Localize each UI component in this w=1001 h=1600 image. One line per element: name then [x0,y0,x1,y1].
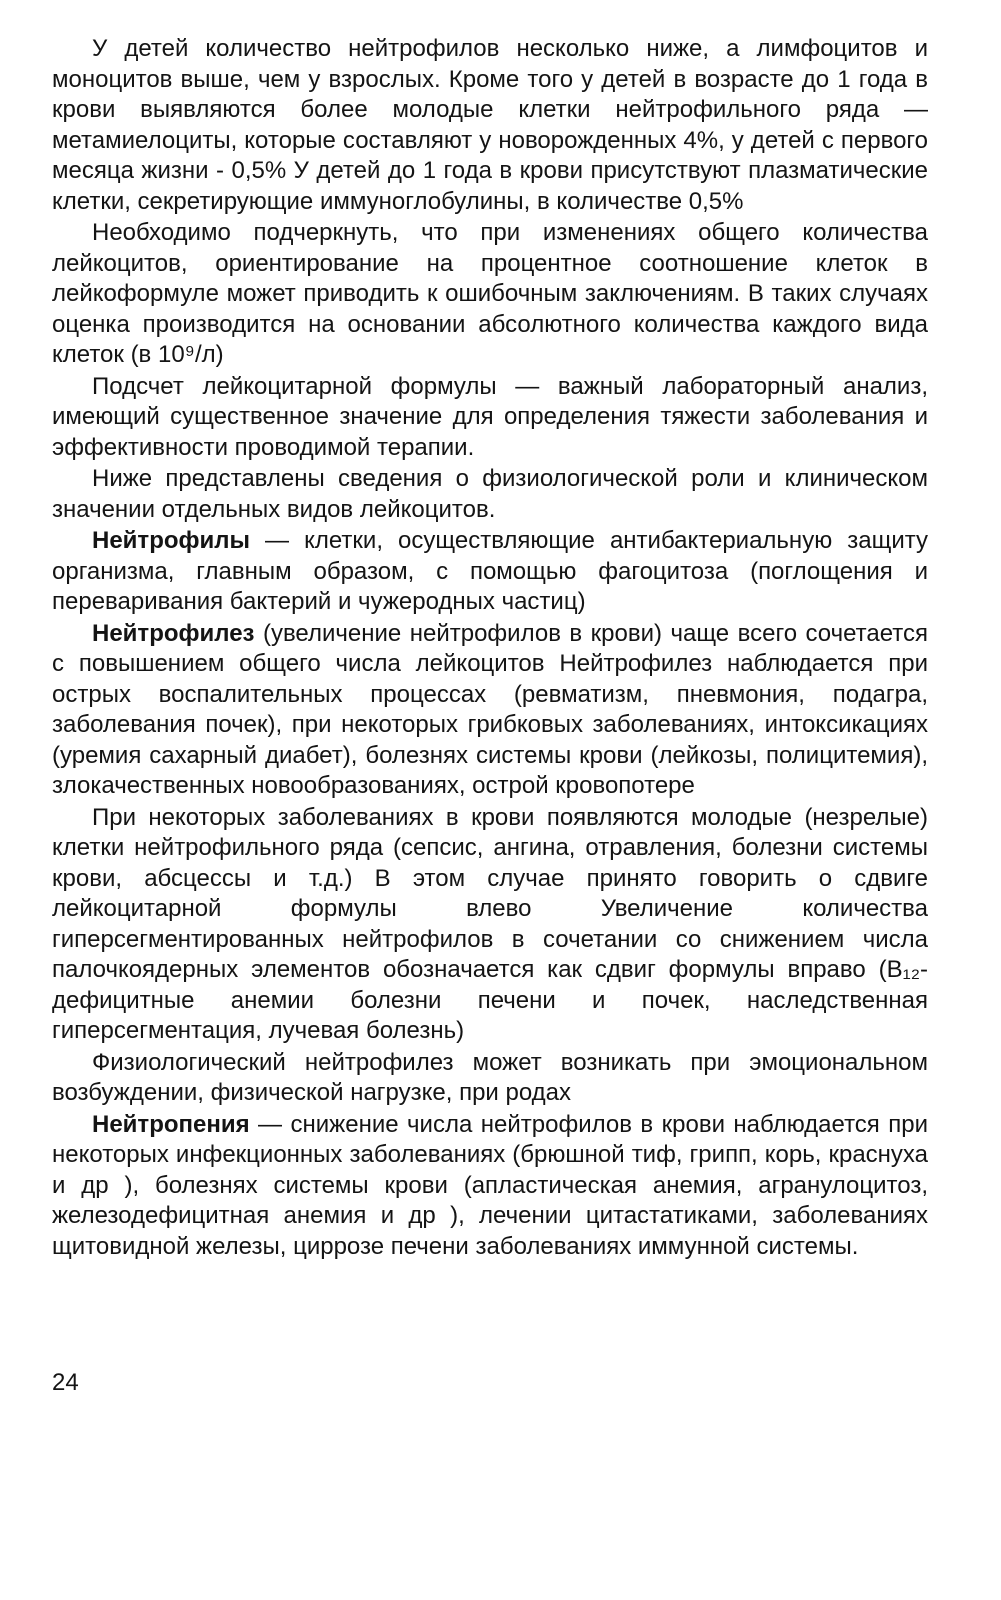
paragraph-intro-leukocyte-types [52,464,928,525]
paragraph-text: — клетки, осуществляющие антибактериальную защиту организма, главным образом, с помощью фагоцитоза (поглощения и переваривания бактерий и чужеродных частиц) [52,527,928,615]
term-neutropenia: Нейтропения [92,1110,250,1138]
term-neutrophils: Нейтрофилы [92,527,251,554]
paragraph-text: — снижение числа нейтрофилов в крови наблюдается при некоторых инфекционных заболеваниях (брюшной тиф, грипп, корь, краснуха и др ), болезнях системы крови (апластическая анемия, агранулоцитоз, железодефицитная анемия и др ), лечении цитастатиками, заболеваниях щитовидной железы, циррозе печени заболеваниях иммунной системы. [52,1110,928,1260]
paragraph-text: Ниже представлены сведения о физиологической роли и клиническом значении отдельных видов лейкоцитов. [52,465,928,523]
term-neutrophilia: Нейтрофилез [92,619,255,647]
paragraph-text: Физиологический нейтрофилез может возникать при эмоциональном возбуждении, физической нагрузке, при родах [52,1048,928,1106]
paragraph-text: При некоторых заболеваниях в крови появляются молодые (незрелые) клетки нейтрофильного ряда (сепсис, ангина, отравления, болезни системы крови, абсцессы и т.д.) В этом случае принято говорить о сдвиге лейкоцитарной формулы влево Увеличение количества гиперсегментированных нейтрофилов в сочетании со снижением числа палочкоядерных элементов обозначается как сдвиг формулы вправо (B₁₂-дефицитные анемии болезни печени и почек, наследственная гиперсегментация, лучевая болезнь) [52,803,928,1044]
paragraph-text: Подсчет лейкоцитарной формулы — важный лабораторный анализ, имеющий существенное значение для определения тяжести заболевания и эффективности проводимой терапии. [52,372,928,461]
paragraph-text: (увеличение нейтрофилов в крови) чаще всего сочетается с повышением общего числа лейкоцитов Нейтрофилез наблюдается при острых воспалительных процессах (ревматизм, пневмония, подагра, заболевания почек), при некоторых грибковых заболеваниях, интоксикациях (уремия сахарный диабет), болезнях системы крови (лейкозы, полицитемия), злокачественных новообразованиях, острой кровопотере [52,619,928,799]
paragraph-neutrophilia [52,619,928,802]
paragraph-absolute-count [52,218,928,371]
page-number: 24 [52,1369,79,1396]
paragraph-formula-shift [52,803,928,1047]
paragraph-leukocyte-formula [52,372,928,464]
page-text-block [52,34,928,1263]
paragraph-physiological-neutrophilia [52,1048,928,1109]
paragraph-text: Необходимо подчеркнуть, что при изменениях общего количества лейкоцитов, ориентирование на процентное соотношение клеток в лейкоформуле может приводить к ошибочным заключениям. В таких случаях оценка производится на основании абсолютного количества каждого вида клеток (в 10⁹/л) [52,219,928,368]
paragraph-text: У детей количество нейтрофилов несколько ниже, а лимфоцитов и моноцитов выше, чем у взрослых. Кроме того у детей в возрасте до 1 года в крови выявляются более молодые клетки нейтрофильного ряда — метамиелоциты, которые составляют у новорожденных 4%, у детей с первого месяца жизни - 0,5% У детей до 1 года в крови присутствуют плазматические клетки, секретирующие иммуноглобулины, в количестве 0,5% [52,35,928,215]
paragraph-neutropenia [52,1110,928,1263]
paragraph-children-blood-cells [52,34,928,217]
paragraph-neutrophils [52,526,928,618]
